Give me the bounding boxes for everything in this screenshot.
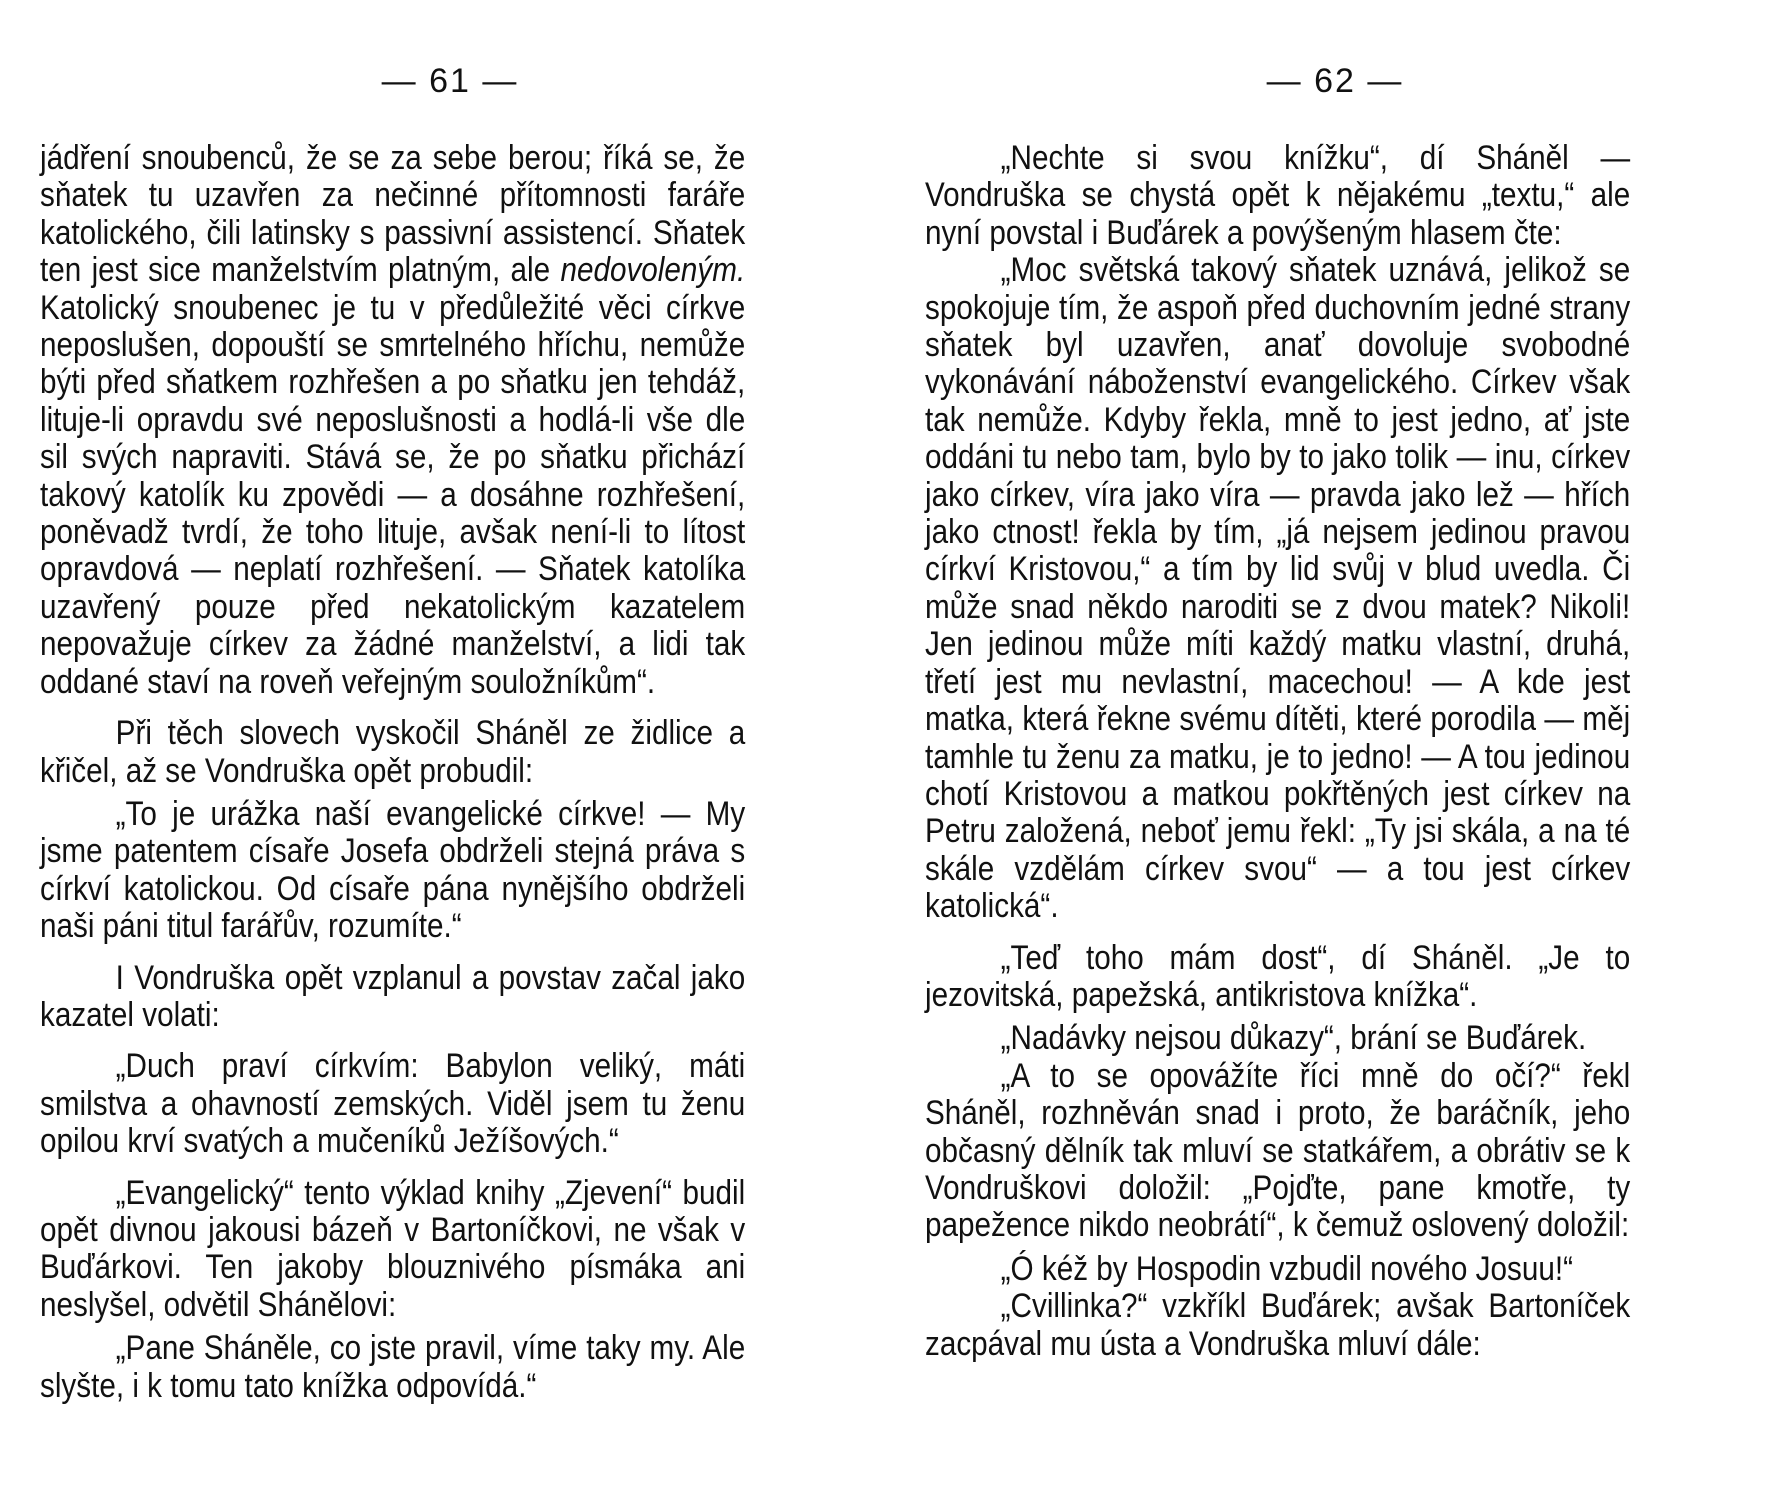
paragraph-text: jádření snoubenců, že se za sebe berou; říká se, že sňatek tu uzavřen za nečinné přítomnosti faráře katolického, čili latinsky s passivní assistencí. Sňatek ten jest sice manželstvím platným, ale [40, 139, 746, 290]
paragraph: „Nechte si svou knížku“, dí Sháněl — Vondruška se chystá opět k nějakému „textu,“ ale nyní povstal i Buďárek a povýšeným hlasem čte: [925, 139, 1631, 252]
page-body [40, 140, 745, 1405]
paragraph: „Evangelický“ tento výklad knihy „Zjevení“ budil opět divnou jakousi bázeň v Bartoníčkovi, ne však v Buďárkovi. Ten jakoby blouznivého písmáka ani neslyšel, odvětil Shánělovi: [40, 1173, 746, 1324]
paragraph: „Nadávky nejsou důkazy“, brání se Buďárek. [1000, 1019, 1587, 1058]
left-page [40, 0, 860, 1500]
paragraph: „Teď toho mám dost“, dí Sháněl. „Je to jezovitská, papežská, antikristova knížka“. [925, 938, 1631, 1014]
paragraph: „Duch praví církvím: Babylon veliký, máti smilstva a ohavností zemských. Viděl jsem tu ženu opilou krví svatých a mučeníků Ježíšových.“ [40, 1047, 746, 1161]
paragraph: I Vondruška opět vzplanul a povstav začal jako kazatel volati: [40, 958, 746, 1034]
paragraph: „To je urážka naší evangelické církve! — My jsme patentem císaře Josefa obdrželi stejná práva s církví katolickou. Od císaře pána nynějšího obdrželi naši páni titul farářův, rozumíte.“ [40, 794, 746, 946]
page-number: — 61 — [381, 62, 519, 100]
right-page [925, 0, 1745, 1500]
paragraph: „Pane Sháněle, co jste pravil, víme taky my. Ale slyšte, i k tomu tato knížka odpovídá.“ [40, 1329, 746, 1405]
page-number: — 62 — [1266, 62, 1404, 100]
paragraph: „Ó kéž by Hospodin vzbudil nového Josuu!“ [1000, 1249, 1573, 1288]
paragraph: „Cvillinka?“ vzkříkl Buďárek; avšak Bartoníček zacpával mu ústa a Vondruška mluví dále: [925, 1287, 1631, 1363]
paragraph: „A to se opovážíte říci mně do očí?“ řekl Sháněl, rozhněván snad i proto, že baráčník, jeho občasný dělník tak mluví se statkářem, a obrátiv se k Vondruškovi doložil: „Pojďte, pane kmotře, ty papežence nikdo neobrátí“, k čemuž oslovený doložil: [925, 1056, 1631, 1245]
paragraph [40, 140, 745, 701]
paragraph: „Moc světská takový sňatek uznává, jelikož se spokojuje tím, že aspoň před duchovním jedné strany sňatek byl uzavřen, anať dovoluje svobodné vykonávání náboženství evangelického. Církev však tak nemůže. Kdyby řekla, mně to jest jedno, ať jste oddáni tu nebo tam, bylo by to jako tolik — inu, církev jako církev, víra jako víra — pravda jako lež — hřích jako ctnost! řekla by tím, „já nejsem jedinou pravou církví Kristovou,“ a tím by lid svůj v blud uvedla. Či může snad někdo naroditi se z dvou matek? Nikoli! Jen jedinou může míti každý matku vlastní, druhá, třetí jest mu nevlastní, macechou! — A kde jest matka, která řekne svému dítěti, které porodila — měj tamhle tu ženu za matku, je to jedno! — A tou jedinou chotí Kristovou a matkou pokřtěných jest církev na Petru založená, neboť jemu řekl: „Ty jsi skála, a na té skále vzdělám církev svou“ — a tou jest církev katolická“. [925, 251, 1631, 926]
page-body [925, 140, 1630, 1363]
paragraph: Při těch slovech vyskočil Sháněl ze židlice a křičel, až se Vondruška opět probudil: [40, 714, 746, 790]
paragraph-text-continued: Katolický snoubenec je tu v předůležité věci církve neposlušen, dopouští se smrtelného hříchu, nemůže býti před sňatkem rozhřešen a po sňatku jen tehdáž, lituje-li opravdu své neposlušnosti a hodlá-li vše dle sil svých napraviti. Stává se, že po sňatku přichází takový katolík ku zpovědi — a dosáhne rozhřešení, poněvadž tvrdí, že toho lituje, avšak není-li to lítost opravdová — neplatí rozhřešení. — Sňatek katolíka uzavřený pouze před nekatolickým kazatelem nepovažuje církev za žádné manželství, a lidi tak oddané staví na roveň veřejným souložníkům“. [40, 288, 746, 701]
emphasis-text: nedovoleným. [560, 251, 746, 290]
